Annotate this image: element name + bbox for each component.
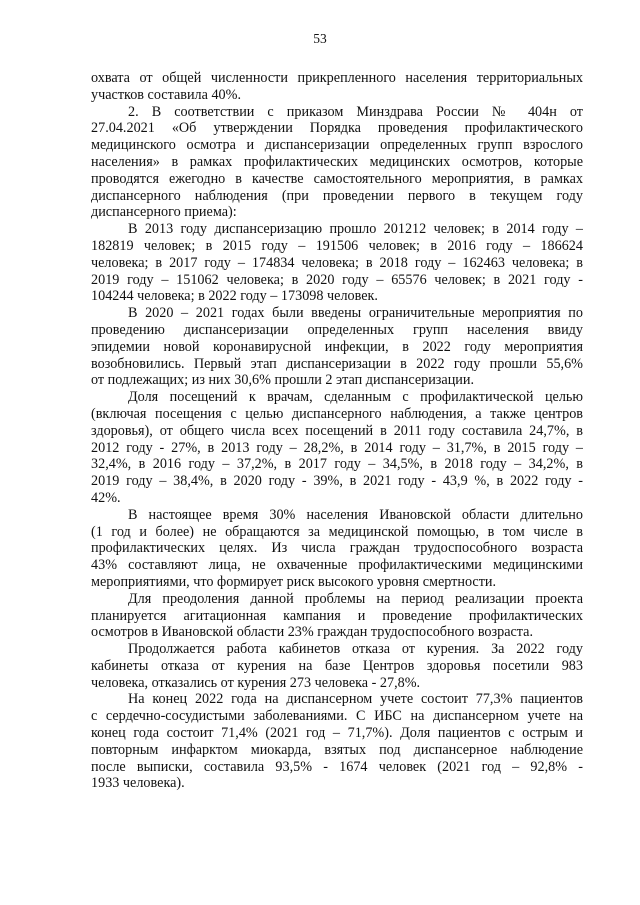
paragraph — [91, 641, 583, 691]
text-line: (включая посещения с целью диспансерного наблюдения, а также центров — [91, 405, 583, 422]
text-line: 1933 человека). — [91, 775, 185, 792]
text-line: эпидемии новой коронавирусной инфекции, в 2022 году мероприятия — [91, 338, 583, 355]
text-line: населения» в рамках профилактических медицинских осмотров, которые — [91, 153, 583, 170]
text-line: повторным инфарктом миокарда, взятых под диспансерное наблюдение — [91, 741, 583, 758]
text-line: человека; в 2017 году – 174834 человека; в 2018 году – 162463 человека; в — [91, 254, 583, 271]
text-line: (1 год и более) не обращаются за медицинской помощью, в том числе в — [91, 523, 583, 540]
text-line: диспансерного приема): — [91, 204, 237, 221]
text-line: медицинского осмотра и диспансеризации определенных групп взрослого — [91, 137, 583, 154]
text-line: проводятся ежегодно в качестве самостоятельного мероприятия, в рамках — [91, 170, 583, 187]
text-line: участков составила 40%. — [91, 86, 242, 103]
paragraph — [91, 104, 583, 222]
text-line: профилактических целях. Из числа граждан трудоспособного возраста — [91, 540, 583, 557]
text-line: 104244 человека; в 2022 году – 173098 человек. — [91, 288, 378, 305]
text-line: 32,4%, в 2016 году – 37,2%, в 2017 году – 34,5%, в 2018 году – 34,2%, в — [91, 456, 583, 473]
text-line: На конец 2022 года на диспансерном учете состоит 77,3% пациентов — [128, 691, 583, 708]
text-line: человека, отказались от курения 273 человека - 27,8%. — [91, 674, 421, 691]
text-line: 2012 году - 27%, в 2013 году – 28,2%, в 2014 году – 31,7%, в 2015 году – — [91, 439, 583, 456]
paragraph — [91, 305, 583, 389]
paragraph — [91, 507, 583, 591]
paragraph — [91, 70, 583, 104]
text-line: 2. В соответствии с приказом Минздрава России № 404н от — [128, 103, 583, 120]
text-line: 42%. — [91, 489, 121, 506]
text-line: возобновились. Первый этап диспансеризации в 2022 году прошли 55,6% — [91, 355, 583, 372]
text-line: 27.04.2021 «Об утверждении Порядка проведения профилактического — [91, 120, 583, 137]
text-line: здоровья), от общего числа всех посещений в 2011 году составила 24,7%, в — [91, 422, 583, 439]
text-line: после выписки, составила 93,5% - 1674 человек (2021 год – 92,8% - — [91, 758, 583, 775]
text-line: В настоящее время 30% населения Ивановской области длительно — [128, 506, 583, 523]
paragraph — [91, 221, 583, 305]
document-body — [91, 70, 583, 792]
text-line: планируется агитационная кампания и проведение профилактических — [91, 607, 583, 624]
text-line: 43% составляют лица, не охваченные профилактическими медицинскими — [91, 557, 583, 574]
text-line: с сердечно-сосудистыми заболеваниями. С ИБС на диспансерном учете на — [91, 708, 583, 725]
text-line: Для преодоления данной проблемы на период реализации проекта — [128, 590, 583, 607]
text-line: охвата от общей численности прикрепленного населения территориальных — [91, 70, 583, 86]
text-line: 182819 человек; в 2015 году – 191506 человек; в 2016 году – 186624 — [91, 237, 583, 254]
text-line: диспансерного наблюдения (при проведении первого в текущем году — [91, 187, 583, 204]
text-line: осмотров в Ивановской области 23% граждан трудоспособного возраста. — [91, 624, 534, 641]
text-line: кабинеты отказа от курения на базе Центров здоровья посетили 983 — [91, 657, 583, 674]
text-line: 2019 году – 151062 человека; в 2020 году – 65576 человек; в 2021 году - — [91, 271, 583, 288]
paragraph — [91, 389, 583, 507]
text-line: мероприятиями, что формирует риск высокого уровня смертности. — [91, 573, 497, 590]
text-line: 2019 году – 38,4%, в 2020 году - 39%, в 2021 году - 43,9 %, в 2022 году - — [91, 473, 583, 490]
paragraph — [91, 591, 583, 641]
text-line: проведению диспансеризации определенных групп населения ввиду — [91, 321, 583, 338]
text-line: Доля посещений к врачам, сделанным с профилактической целью — [128, 389, 583, 406]
text-line: В 2013 году диспансеризацию прошло 201212 человек; в 2014 году – — [128, 221, 583, 238]
text-line: от подлежащих; из них 30,6% прошли 2 этап диспансеризации. — [91, 372, 475, 389]
text-line: В 2020 – 2021 годах были введены ограничительные мероприятия по — [128, 305, 583, 322]
page-number: 53 — [313, 31, 327, 46]
text-line: конец года состоит 71,4% (2021 год – 71,7%). Доля пациентов с острым и — [91, 725, 583, 742]
text-line: Продолжается работа кабинетов отказа от курения. За 2022 году — [128, 641, 583, 658]
paragraph — [91, 691, 583, 792]
